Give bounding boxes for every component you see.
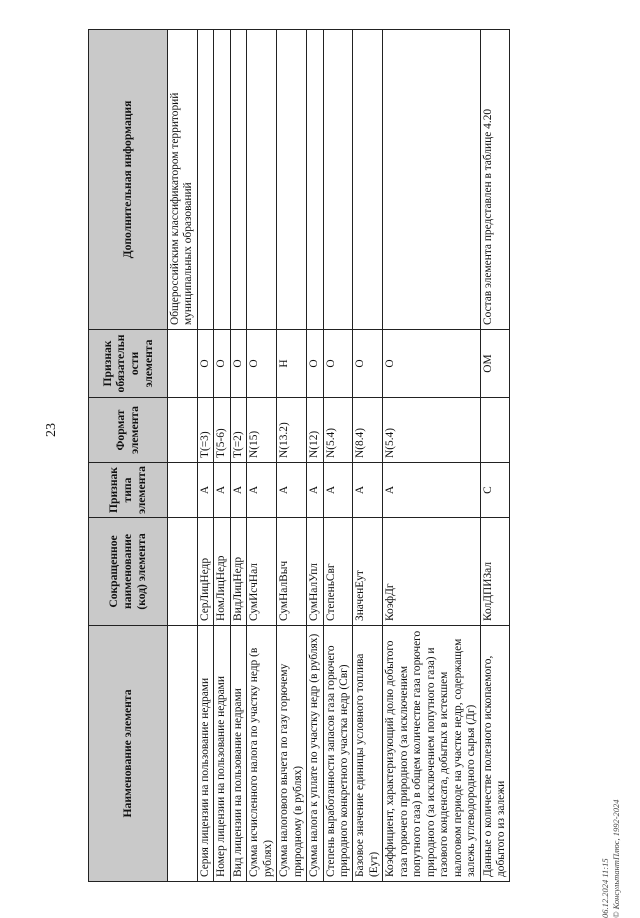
cell-required: ОМ [480, 330, 510, 398]
cell-type: С [480, 463, 510, 518]
cell-required: О [214, 330, 230, 398]
table-row [230, 30, 246, 882]
cell-info [383, 30, 480, 330]
rotated-table-container [88, 30, 582, 882]
cell-name: Сумма налога к уплате по участку недр (в рублях) [307, 626, 323, 882]
cell-info [214, 30, 230, 330]
cell-name: Серия лицензии на пользование недрами [197, 626, 213, 882]
cell-info [197, 30, 213, 330]
stamp-date: 06.12.2024 11:15 [600, 858, 610, 918]
table-header-row [89, 30, 168, 882]
cell-format: T(5-6) [214, 398, 230, 463]
header-type-flag: Признак типа элемента [89, 463, 168, 518]
cell-code: СумНалУпл [307, 518, 323, 626]
cell-type [168, 463, 198, 518]
table-row [277, 30, 307, 882]
table-row [480, 30, 510, 882]
cell-info [323, 30, 353, 330]
table-row [168, 30, 198, 882]
cell-name: Сумма налогового вычета по газу горючему природному (в рублях) [277, 626, 307, 882]
cell-type: А [353, 463, 383, 518]
table-row [214, 30, 230, 882]
table-row [353, 30, 383, 882]
cell-code: КолДПИЗал [480, 518, 510, 626]
cell-name: Вид лицензии на пользование недрами [230, 626, 246, 882]
header-additional-info: Дополнительная информация [89, 30, 168, 330]
cell-info [247, 30, 277, 330]
page-number: 23 [44, 423, 59, 437]
cell-code: СерЛицНедр [197, 518, 213, 626]
cell-required: О [323, 330, 353, 398]
cell-format [480, 398, 510, 463]
elements-table [88, 29, 510, 882]
table-row [307, 30, 323, 882]
cell-format [168, 398, 198, 463]
cell-name: Степень выработанности запасов газа горючего природного конкретного участка недр (Свг) [323, 626, 353, 882]
header-format: Формат элемента [89, 398, 168, 463]
cell-type: А [247, 463, 277, 518]
cell-type: А [383, 463, 480, 518]
cell-required: О [383, 330, 480, 398]
table-row [247, 30, 277, 882]
cell-type: А [277, 463, 307, 518]
cell-name [168, 626, 198, 882]
cell-info: Состав элемента представлен в таблице 4.20 [480, 30, 510, 330]
cell-name: Базовое значение единицы условного топлива (Еут) [353, 626, 383, 882]
cell-info [307, 30, 323, 330]
cell-required: О [307, 330, 323, 398]
cell-code: ЗначенЕут [353, 518, 383, 626]
cell-format: N(5.4) [323, 398, 353, 463]
cell-info [277, 30, 307, 330]
cell-code: СумНалВыч [277, 518, 307, 626]
cell-code: СтепеньСвг [323, 518, 353, 626]
header-element-name: Наименование элемента [89, 626, 168, 882]
cell-required: О [197, 330, 213, 398]
print-stamp [600, 758, 621, 918]
cell-required: О [353, 330, 383, 398]
cell-type: А [230, 463, 246, 518]
cell-format: T(=3) [197, 398, 213, 463]
cell-code [168, 518, 198, 626]
cell-format: N(13.2) [277, 398, 307, 463]
cell-name: Коэффициент, характеризующий долю добытого газа горючего природного (за исключением попутного газа) в общем количестве газа горючего природного (за исключением попутного газа) и газового конденсата, добытых в истекшем налоговом периоде на участке недр, содержащем залежь углеводородного сырья (Дг) [383, 626, 480, 882]
cell-name: Сумма исчисленного налога по участку недр (в рублях) [247, 626, 277, 882]
header-required-flag: Признак обязательности элемента [89, 330, 168, 398]
cell-format: N(8.4) [353, 398, 383, 463]
stamp-source: © КонсультантПлюс, 1992-2024 [610, 799, 621, 918]
cell-name: Номер лицензии на пользование недрами [214, 626, 230, 882]
cell-type: А [197, 463, 213, 518]
cell-required [168, 330, 198, 398]
cell-format: N(12) [307, 398, 323, 463]
table-row [323, 30, 353, 882]
cell-required: Н [277, 330, 307, 398]
cell-required: О [230, 330, 246, 398]
cell-type: А [307, 463, 323, 518]
cell-info [230, 30, 246, 330]
header-short-name: Сокращенное наименование (код) элемента [89, 518, 168, 626]
table-row [383, 30, 480, 882]
cell-info: Общероссийским классификатором территорий муниципальных образований [168, 30, 198, 330]
cell-code: НомЛицНедр [214, 518, 230, 626]
cell-code: КоэфДг [383, 518, 480, 626]
cell-code: СумИсчНал [247, 518, 277, 626]
cell-type: А [323, 463, 353, 518]
cell-info [353, 30, 383, 330]
cell-required: О [247, 330, 277, 398]
cell-format: N(5.4) [383, 398, 480, 463]
table-row [197, 30, 213, 882]
cell-name: Данные о количестве полезного ископаемого, добытого из залежи [480, 626, 510, 882]
cell-code: ВидЛицНедр [230, 518, 246, 626]
cell-format: T(=2) [230, 398, 246, 463]
cell-type: А [214, 463, 230, 518]
cell-format: N(15) [247, 398, 277, 463]
